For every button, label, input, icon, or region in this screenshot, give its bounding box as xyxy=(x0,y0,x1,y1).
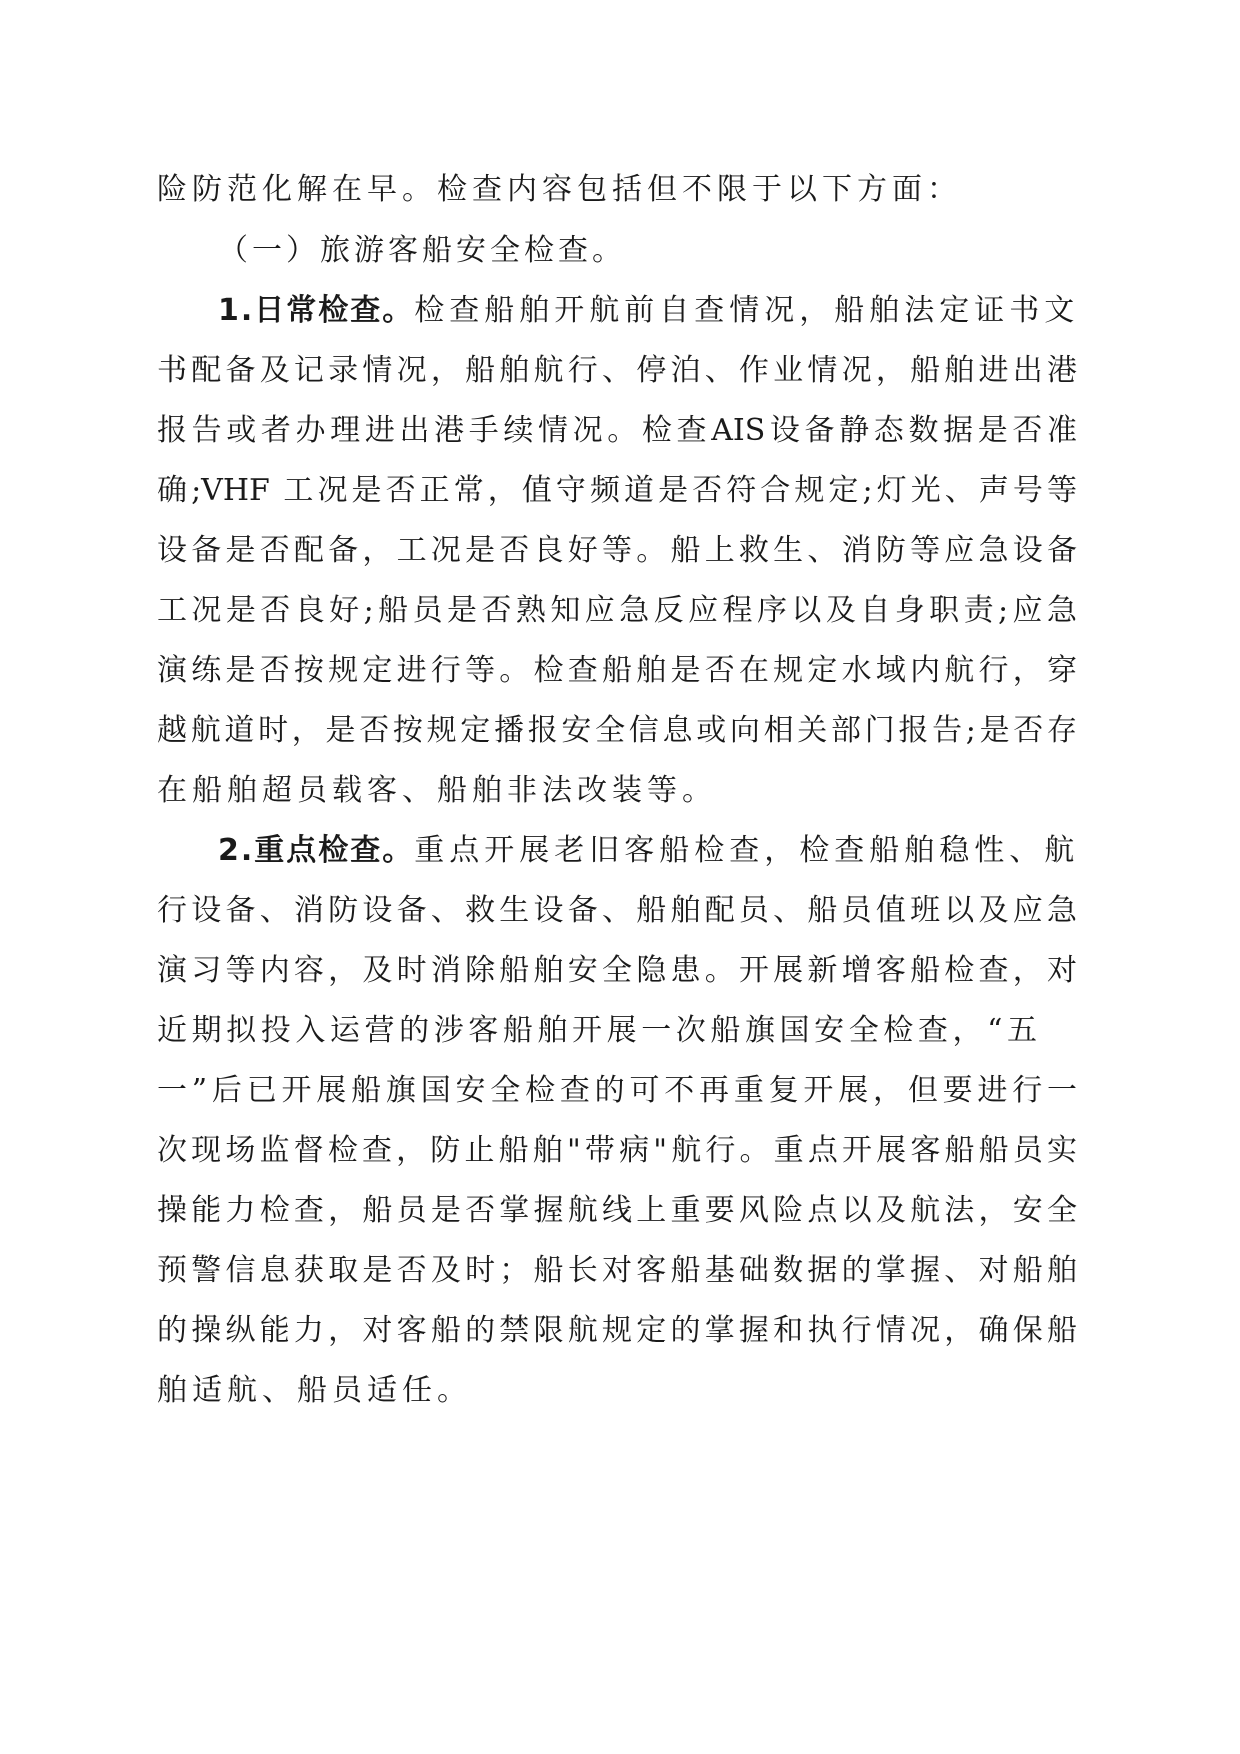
item2-label: 2.重点检查。 xyxy=(218,833,415,868)
opening-line: 险防范化解在早。检查内容包括但不限于以下方面： xyxy=(157,172,962,207)
item2-line: 的操纵能力，对客船的禁限航规定的掌握和执行情况，确保船 xyxy=(157,1313,1077,1348)
item1-first-line xyxy=(218,291,1138,331)
item2-line: 演习等内容，及时消除船舶安全隐患。开展新增客船检查，对 xyxy=(157,953,1077,988)
item2-line: 行设备、消防设备、救生设备、船舶配员、船员值班以及应急 xyxy=(157,893,1077,928)
item1-line: 设备是否配备，工况是否良好等。船上救生、消防等应急设备 xyxy=(157,533,1077,568)
item1-line: 报告或者办理进出港手续情况。检查AIS设备静态数据是否准 xyxy=(157,413,1077,448)
item2-line: 一”后已开展船旗国安全检查的可不再重复开展，但要进行一 xyxy=(157,1073,1077,1108)
item1-line: 越航道时，是否按规定播报安全信息或向相关部门报告;是否存 xyxy=(157,713,1077,748)
section-heading: （一）旅游客船安全检查。 xyxy=(218,233,626,268)
item2-first-line-text: 重点开展老旧客船检查，检查船舶稳性、航 xyxy=(414,833,1080,868)
item2-line: 近期拟投入运营的涉客船舶开展一次船旗国安全检查，“五 xyxy=(157,1013,1037,1048)
item2-line: 操能力检查，船员是否掌握航线上重要风险点以及航法，安全 xyxy=(157,1193,1077,1228)
item1-line: 工况是否良好;船员是否熟知应急反应程序以及自身职责;应急 xyxy=(157,593,1077,628)
item2-first-line xyxy=(218,831,1138,871)
item1-line: 书配备及记录情况，船舶航行、停泊、作业情况，船舶进出港 xyxy=(157,353,1077,388)
item1-first-line-text: 检查船舶开航前自查情况，船舶法定证书文 xyxy=(414,293,1080,328)
item1-label: 1.日常检查。 xyxy=(218,293,415,328)
item1-line: 演练是否按规定进行等。检查船舶是否在规定水域内航行，穿 xyxy=(157,653,1077,688)
item2-last-line: 舶适航、船员适任。 xyxy=(157,1373,472,1408)
item2-line: 预警信息获取是否及时；船长对客船基础数据的掌握、对船舶 xyxy=(157,1253,1077,1288)
item2-line: 次现场监督检查，防止船舶"带病"航行。重点开展客船船员实 xyxy=(157,1133,1077,1168)
item1-last-line: 在船舶超员载客、船舶非法改装等。 xyxy=(157,773,717,808)
item1-line: 确;VHF 工况是否正常，值守频道是否符合规定;灯光、声号等 xyxy=(157,473,1077,508)
